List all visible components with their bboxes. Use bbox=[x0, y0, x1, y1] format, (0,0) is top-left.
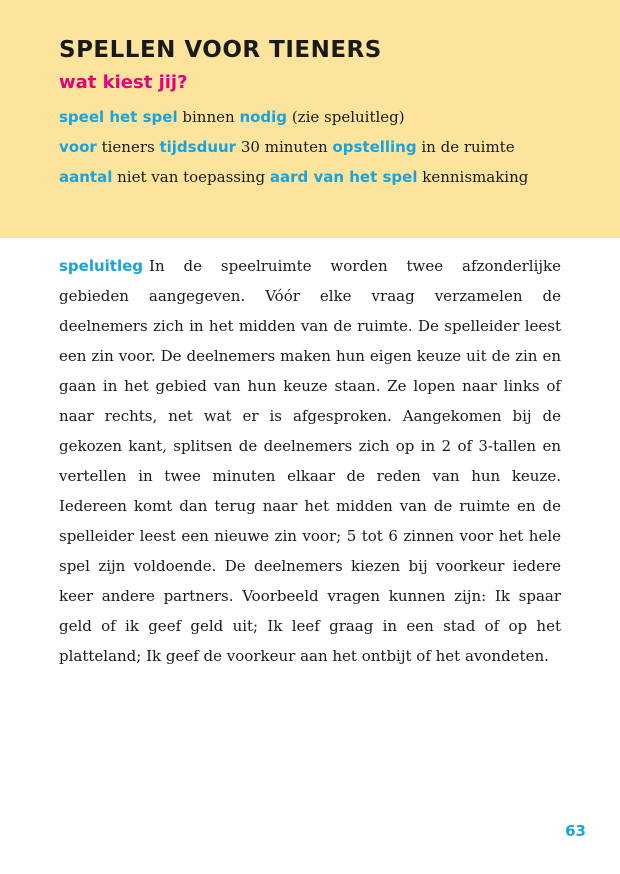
meta-value-speel-het-spel: binnen bbox=[182, 108, 235, 126]
meta-label-aantal: aantal bbox=[59, 168, 113, 186]
game-meta bbox=[59, 102, 579, 192]
meta-label-opstelling: opstelling bbox=[332, 138, 417, 156]
meta-line-1 bbox=[59, 102, 579, 132]
game-explanation bbox=[59, 251, 561, 671]
meta-value-aard-van-het-spel: kennismaking bbox=[422, 168, 529, 186]
meta-value-tijdsduur: 30 minuten bbox=[240, 138, 328, 156]
meta-value-nodig: (zie speluitleg) bbox=[291, 108, 405, 126]
meta-label-nodig: nodig bbox=[239, 108, 288, 126]
meta-label-speel-het-spel: speel het spel bbox=[59, 108, 178, 126]
meta-label-voor: voor bbox=[59, 138, 97, 156]
meta-line-2 bbox=[59, 132, 579, 162]
page-subtitle: wat kiest jij? bbox=[59, 72, 188, 93]
meta-line-3 bbox=[59, 162, 579, 192]
speluitleg-text: In de speelruimte worden twee afzonderlijke gebieden aangegeven. Vóór elke vraag verzamelen de deelnemers zich in het midden van de ruimte. De spelleider leest een zin voor. De deelnemers maken hun eigen keuze uit de zin en gaan in het gebied van hun keuze staan. Ze lopen naar links of naar rechts, net wat er is afgesproken. Aangekomen bij de gekozen kant, splitsen de deelnemers zich op in 2 of 3-tallen en vertellen in twee minuten elkaar de reden van hun keuze. Iedereen komt dan terug naar het midden van de ruimte en de spelleider leest een nieuwe zin voor; 5 tot 6 zinnen voor het hele spel zijn voldoende. De deelnemers kiezen bij voorkeur iedere keer andere partners. Voorbeeld vragen kunnen zijn: Ik spaar geld of ik geef geld uit; Ik leef graag in een stad of op het platteland; Ik geef de voorkeur aan het ontbijt of het avondeten. bbox=[59, 257, 561, 665]
meta-value-opstelling: in de ruimte bbox=[421, 138, 515, 156]
page-title: SPELLEN VOOR TIENERS bbox=[59, 37, 382, 63]
speluitleg-label: speluitleg bbox=[59, 257, 144, 275]
page-number: 63 bbox=[565, 822, 586, 840]
meta-value-aantal: niet van toepassing bbox=[117, 168, 266, 186]
meta-label-aard-van-het-spel: aard van het spel bbox=[269, 168, 418, 186]
meta-value-voor: tieners bbox=[101, 138, 155, 156]
header-banner bbox=[0, 0, 620, 238]
meta-label-tijdsduur: tijdsduur bbox=[159, 138, 237, 156]
